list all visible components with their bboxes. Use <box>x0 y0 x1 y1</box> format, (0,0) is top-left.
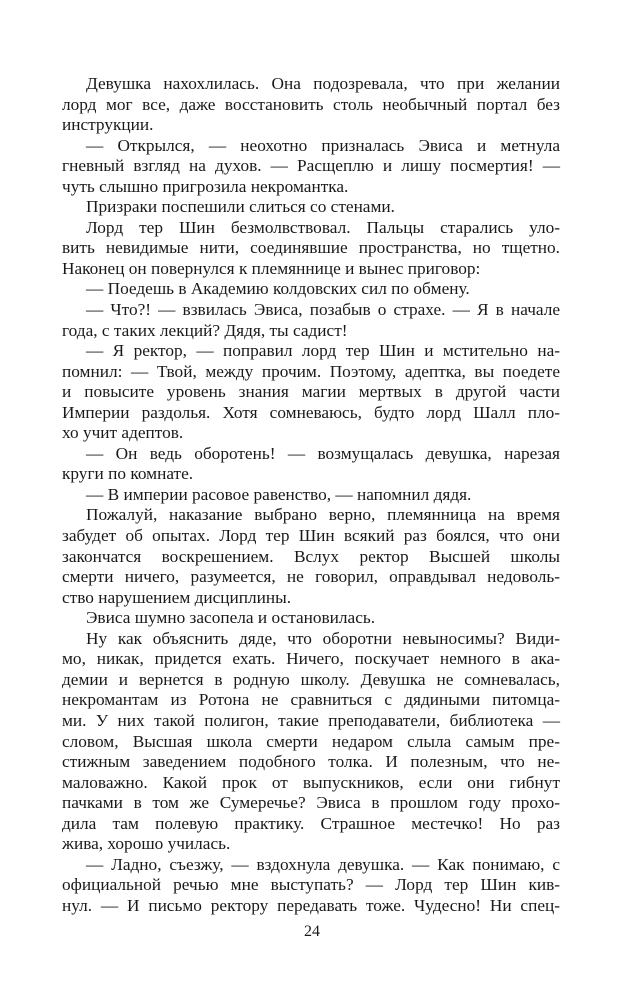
text-line: демии и вернется в родную школу. Девушка не сомневалась, <box>62 669 560 689</box>
text-line: забудет об опытах. Лорд тер Шин всякий раз боялся, что они <box>62 526 560 546</box>
text-line: смерти ничего, разумеется, не говорил, оправдывал недоволь- <box>62 567 560 587</box>
text-line: стижным заведением подобного толка. И полезным, что не- <box>62 752 560 772</box>
text-line: пачками в том же Сумеречье? Эвиса в прошлом году прохо- <box>62 793 560 813</box>
text-line: — В империи расовое равенство, — напомнил дядя. <box>86 484 472 504</box>
text-line: вить невидимые нити, соединявшие пространства, но тщетно. <box>62 238 560 258</box>
text-line: Эвиса шумно засопела и остановилась. <box>86 608 376 628</box>
text-line: Империи раздолья. Хотя сомневаюсь, будто лорд Шалл пло- <box>62 402 560 422</box>
text-line: года, с таких лекций? Дядя, ты садист! <box>62 320 348 340</box>
text-line: — Поедешь в Академию колдовских сил по обмену. <box>86 279 470 299</box>
text-line: гневный взгляд на духов. — Расщеплю и лишу посмертия! — <box>62 156 560 176</box>
text-line: нул. — И письмо ректору передавать тоже. Чудесно! Ни спец- <box>62 895 560 915</box>
text-line: чуть слышно пригрозила некромантка. <box>62 176 349 196</box>
text-line: лорд мог все, даже восстановить столь необычный портал без <box>62 94 560 114</box>
text-line: мо, никак, придется ехать. Ничего, поскучает немного в ака- <box>62 649 560 669</box>
text-line: круги по комнате. <box>62 464 194 484</box>
text-line: — Я ректор, — поправил лорд тер Шин и мстительно на- <box>86 341 560 361</box>
text-line: Ну как объяснить дяде, что оборотни невыносимы? Види- <box>86 628 560 648</box>
text-line: помнил: — Твой, между прочим. Поэтому, адептка, вы поедете <box>62 361 560 381</box>
text-line: официальной речью мне выступать? — Лорд тер Шин кив- <box>62 875 560 895</box>
text-line: — Что?! — взвилась Эвиса, позабыв о страхе. — Я в начале <box>86 300 560 320</box>
text-line: Призраки поспешили слиться со стенами. <box>86 197 395 217</box>
text-line: — Он ведь оборотень! — возмущалась девушка, нарезая <box>86 443 560 463</box>
text-line: жива, хорошо училась. <box>62 834 231 854</box>
text-line: — Ладно, съезжу, — вздохнула девушка. — Как понимаю, с <box>86 854 560 874</box>
text-line: маловажно. Какой прок от выпускников, если они гибнут <box>62 772 560 792</box>
text-line: Лорд тер Шин безмолвствовал. Пальцы старались уло- <box>86 217 560 237</box>
text-line: и повысите уровень знания магии мертвых в другой части <box>62 382 560 402</box>
text-line: хо учит адептов. <box>62 423 184 443</box>
text-line: Девушка нахохлилась. Она подозревала, что при желании <box>86 74 560 93</box>
text-line: ми. У них такой полигон, такие преподаватели, библиотека — <box>62 710 560 730</box>
text-line: некромантам из Ротона не сравниться с дядиными питомца- <box>62 690 560 710</box>
text-line: Пожалуй, наказание выбрано верно, племянница на время <box>86 505 560 525</box>
page-body-text <box>62 74 560 916</box>
text-line: словом, Высшая школа смерти недаром слыла самым пре- <box>62 731 560 751</box>
text-line: закончатся воскрешением. Вслух ректор Высшей школы <box>62 546 560 566</box>
text-line: ство нарушением дисциплины. <box>62 587 292 607</box>
text-line: инструкции. <box>62 115 154 135</box>
text-line: Наконец он повернулся к племяннице и вынес приговор: <box>62 258 481 278</box>
text-line: дила там полевую практику. Страшное местечко! Но раз <box>62 813 560 833</box>
text-line: — Открылся, — неохотно призналась Эвиса и метнула <box>86 135 560 155</box>
page-number: 24 <box>304 923 320 940</box>
